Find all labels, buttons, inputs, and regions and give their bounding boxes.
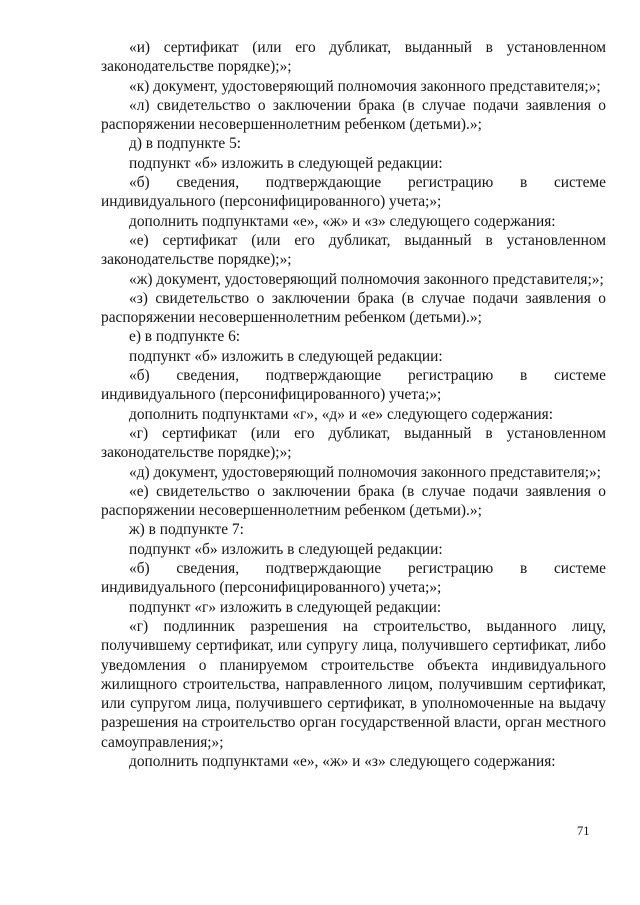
paragraph: «б) сведения, подтверждающие регистрацию в системе индивидуального (персонифицированного) учета;»;: [101, 174, 606, 211]
paragraph: е) в подпункте 6:: [129, 328, 241, 346]
page-number: 71: [577, 824, 590, 838]
paragraph: подпункт «г» изложить в следующей редакции:: [129, 598, 442, 616]
paragraph: подпункт «б» изложить в следующей редакции:: [129, 347, 443, 365]
paragraph: «г) подлинник разрешения на строительство, выданного лицу, получившему сертификат, или супругу лица, получившего сертификат, либо уведомления о планируемом строительстве объекта индивидуального жилищного строительства, направленного лицом, получившим сертификат, или супругом лица, получившего сертификат, в уполномоченные на выдачу разрешения на строительство орган государственной власти, орган местного самоуправления;»;: [101, 617, 606, 751]
paragraph: «д) документ, удостоверяющий полномочия законного представителя;»;: [129, 463, 601, 481]
paragraph: «г) сертификат (или его дубликат, выданный в установленном законодательстве порядке);»;: [101, 424, 606, 462]
paragraph: «и) сертификат (или его дубликат, выданный в установленном законодательстве порядке);»;: [101, 39, 606, 76]
paragraph: «б) сведения, подтверждающие регистрацию в системе индивидуального (персонифицированного) учета;»;: [101, 560, 606, 597]
paragraph: «к) документ, удостоверяющий полномочия законного представителя;»;: [129, 77, 601, 95]
paragraph: подпункт «б» изложить в следующей редакции:: [129, 154, 443, 172]
paragraph: «л) свидетельство о заключении брака (в случае подачи заявления о распоряжении несовершеннолетним ребенком (детьми).»;: [101, 96, 606, 134]
paragraph: дополнить подпунктами «е», «ж» и «з» следующего содержания:: [129, 212, 556, 230]
paragraph: «е) сертификат (или его дубликат, выданный в установленном законодательстве порядке);»;: [101, 231, 606, 269]
paragraph: подпункт «б» изложить в следующей редакции:: [129, 540, 443, 558]
paragraph: д) в подпункте 5:: [129, 135, 242, 153]
document-body: [101, 38, 606, 771]
paragraph: ж) в подпункте 7:: [129, 521, 244, 539]
paragraph: «ж) документ, удостоверяющий полномочия законного представителя;»;: [129, 270, 604, 288]
paragraph: «з) свидетельство о заключении брака (в случае подачи заявления о распоряжении несовершеннолетним ребенком (детьми).»;: [101, 289, 606, 327]
paragraph: дополнить подпунктами «е», «ж» и «з» следующего содержания:: [129, 752, 556, 770]
paragraph: «б) сведения, подтверждающие регистрацию в системе индивидуального (персонифицированного) учета;»;: [101, 367, 606, 404]
paragraph: дополнить подпунктами «г», «д» и «е» следующего содержания:: [129, 405, 554, 423]
paragraph: «е) свидетельство о заключении брака (в случае подачи заявления о распоряжении несовершеннолетним ребенком (детьми).»;: [101, 482, 606, 520]
